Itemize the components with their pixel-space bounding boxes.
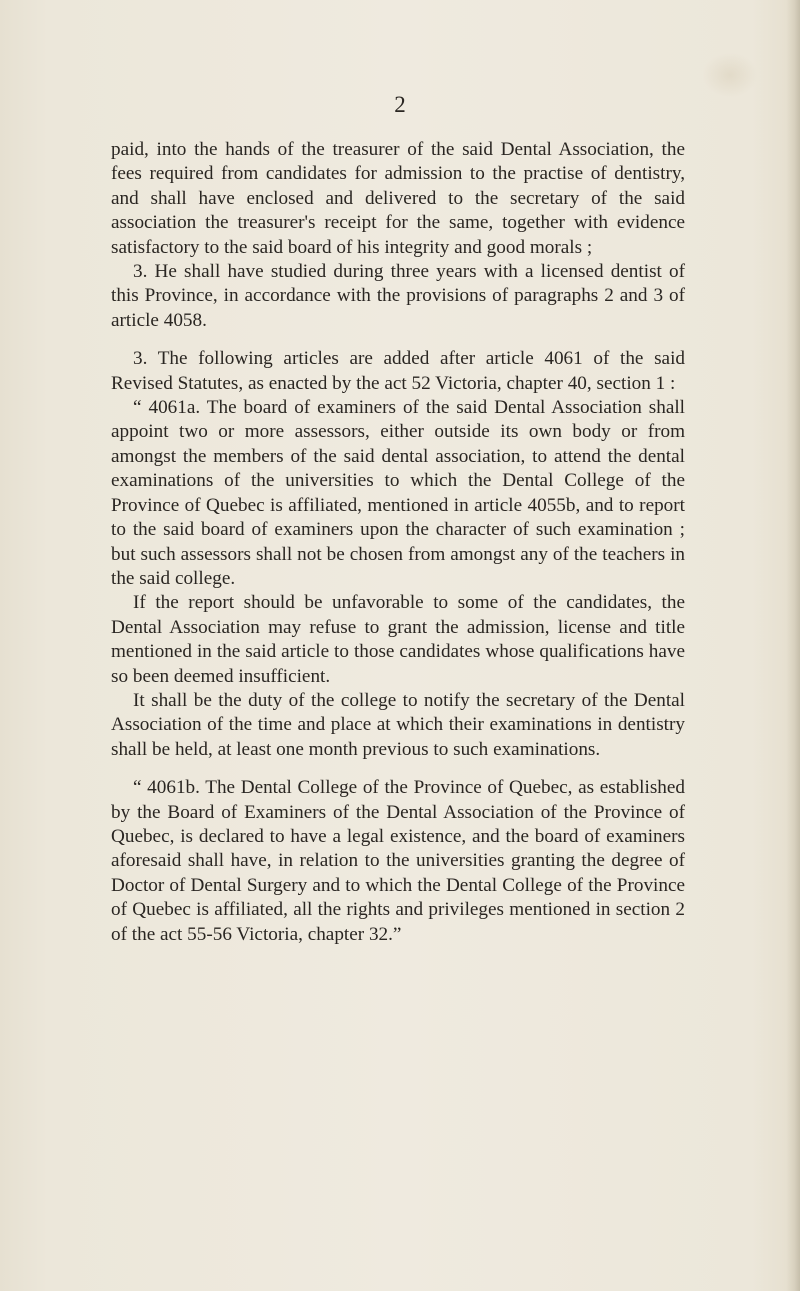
paragraph-continuation: paid, into the hands of the treasurer of the said Dental Association, the fees required from candidates for admission to the practise of dentistry, and shall have enclosed and delivered to the secretary of the said association the treasurer's receipt for the same, together with evidence satisfactory to the said board of his integrity and good morals ;: [111, 139, 685, 258]
body-text: [111, 138, 685, 947]
section-gap: [111, 333, 685, 347]
page-number: 2: [394, 92, 406, 117]
page-edge-shadow: [786, 0, 800, 1291]
paragraph-item-3: 3. He shall have studied during three years with a licensed dentist of this Province, in accordance with the provisions of paragraphs 2 and 3 of article 4058.: [111, 261, 685, 331]
paragraph-article-4061b: “ 4061b. The Dental College of the Province of Quebec, as established by the Board of Examiners of the Dental Association of the Province of Quebec, is declared to have a legal existence, and the board of examiners aforesaid shall have, in relation to the universities granting the degree of Doctor of Dental Surgery and to which the Dental College of the Province of Quebec is affiliated, all the rights and privileges mentioned in section 2 of the act 55-56 Victoria, chapter 32.”: [111, 777, 685, 945]
paragraph-college-duty: It shall be the duty of the college to notify the secretary of the Dental Association of the time and place at which their examinations in dentistry shall be held, at least one month previous to such examinations.: [111, 689, 685, 760]
article-gap: [111, 762, 685, 776]
paragraph-section-3: 3. The following articles are added after article 4061 of the said Revised Statutes, as enacted by the act 52 Victoria, chapter 40, section 1 :: [111, 348, 685, 394]
paragraph-article-4061a: “ 4061a. The board of examiners of the said Dental Association shall appoint two or more assessors, either outside its own body or from amongst the members of the said dental association, to attend the dental examinations of the universities to which the Dental College of the Province of Quebec is affiliated, mentioned in article 4055b, and to report to the said board of examiners upon the character of such examination ; but such assessors shall not be chosen from amongst any of the teachers in the said college.: [111, 397, 685, 589]
paragraph-unfavorable-report: If the report should be unfavorable to some of the candidates, the Dental Association may refuse to grant the admission, license and title mentioned in the said article to those candidates whose qualifications have so been deemed insufficient.: [111, 592, 685, 687]
